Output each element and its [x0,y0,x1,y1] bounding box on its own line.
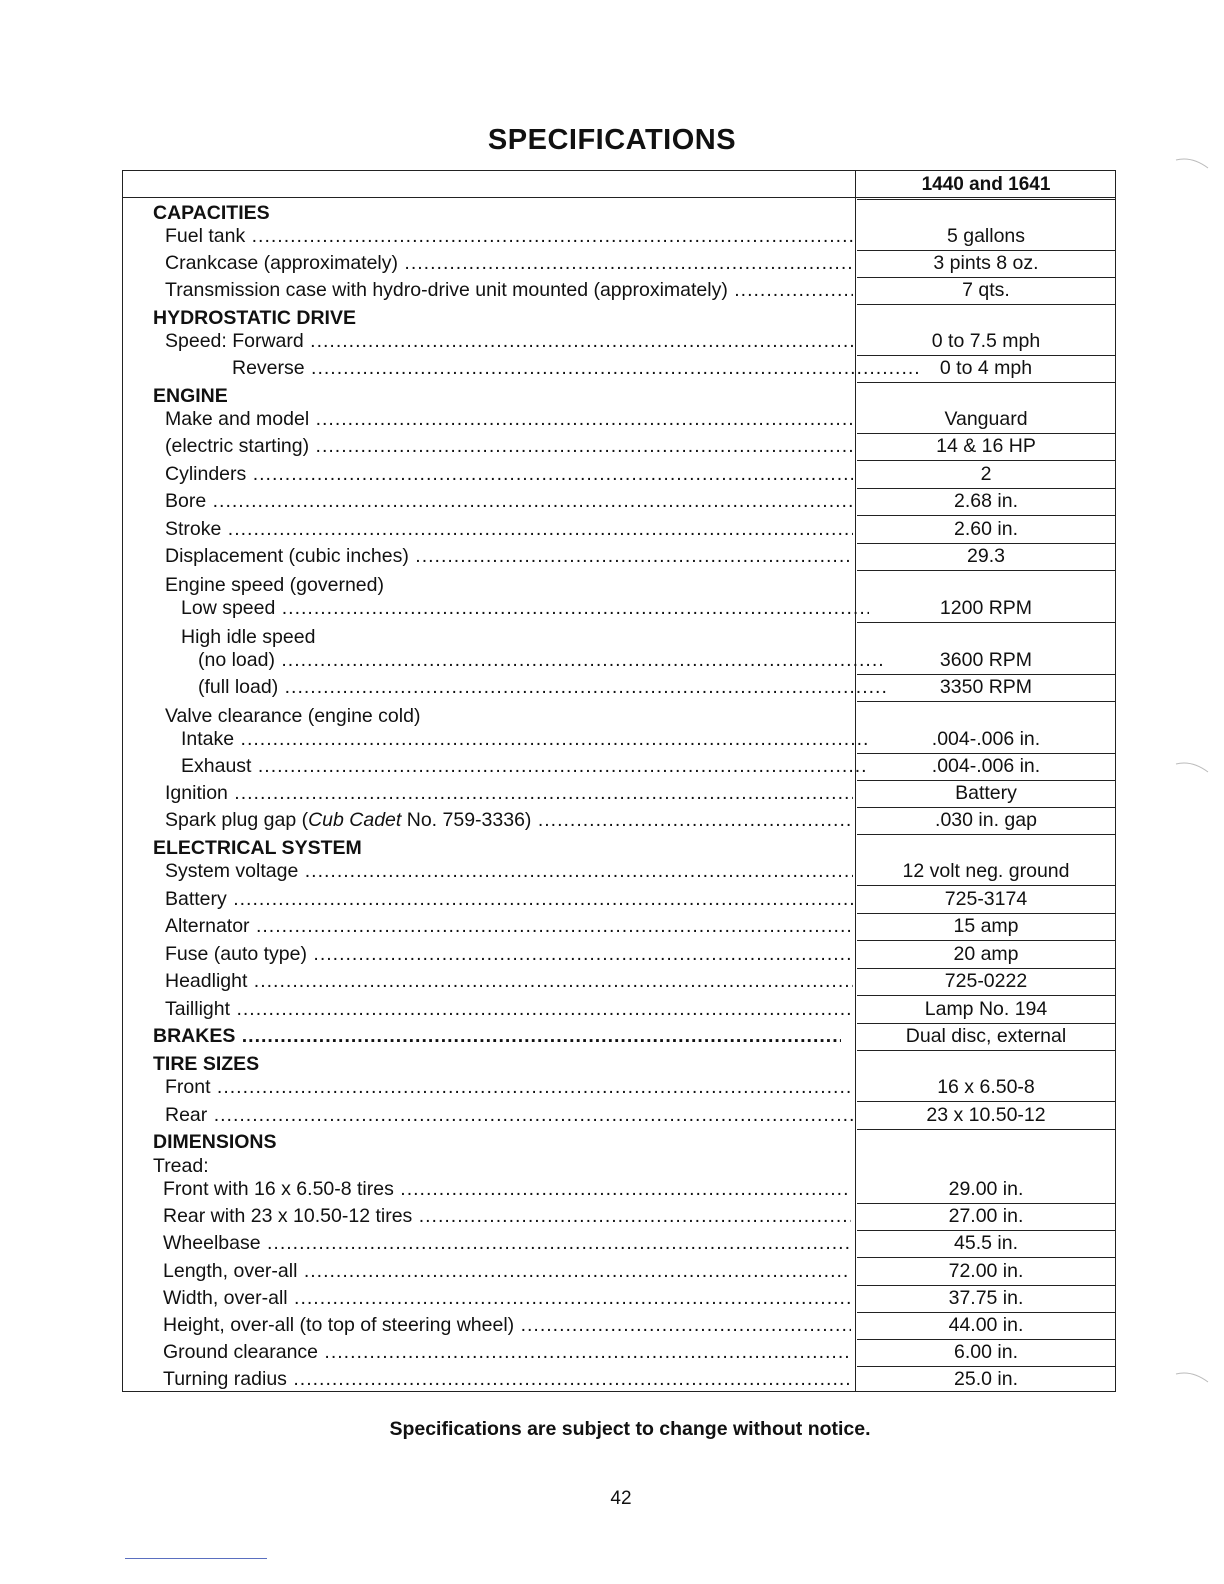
subhead-engine-speed: Engine speed (governed) [165,574,384,596]
spec-value: 12 volt neg. ground [857,858,1115,886]
header-divider [123,197,1115,198]
spec-row-rear-tire [123,1102,1115,1129]
spec-label: Low speed ..... [123,595,869,622]
spec-label: Turning radius ..... [123,1366,851,1393]
spec-row-headlight [123,968,1115,995]
spec-label: Taillight ..... [123,996,853,1023]
spec-value: 16 x 6.50-8 [857,1074,1115,1102]
spec-label: Length, over-all ..... [123,1258,851,1285]
spec-row-electric-starting [123,433,1115,460]
spec-label: Height, over-all (to top of steering wheel) ..... [123,1312,851,1339]
section-capacities: CAPACITIES [153,202,270,224]
spec-value: 5 gallons [857,223,1115,251]
spec-value: 72.00 in. [857,1258,1115,1286]
spec-row-speed-reverse [123,355,1115,382]
spec-label: Fuel tank ..... [123,223,853,250]
spec-value: 3350 RPM [857,674,1115,702]
spec-row-full-load [123,674,1115,701]
brand-name: Cub Cadet [308,809,402,831]
scan-artifact-mark [1174,156,1210,170]
spec-label: Battery ..... [123,886,853,913]
footer-note: Specifications are subject to change without notice. [389,1418,871,1440]
spec-label: Rear with 23 x 10.50-12 tires ..... [123,1203,851,1230]
spec-value: 6.00 in. [857,1339,1115,1367]
spec-row-taillight [123,996,1115,1023]
spec-label: Transmission case with hydro-drive unit mounted (approximately) ..... [123,277,853,304]
spark-plug-label-start: Spark plug gap ( [165,809,309,831]
spec-row-no-load [123,647,1115,674]
spark-plug-label-end: No. 759-3336) [401,809,532,831]
spec-value: 1200 RPM [857,595,1115,623]
spec-value: 23 x 10.50-12 [857,1102,1115,1130]
spec-label: Reverse ..... [123,355,920,382]
spec-row-system-voltage [123,858,1115,885]
spec-row-speed-forward [123,328,1115,355]
spec-value: .004-.006 in. [857,753,1115,781]
spec-label: Headlight ..... [123,968,853,995]
spec-label: Ignition ..... [123,780,853,807]
spec-label: (no load) ..... [123,647,886,674]
spec-value: 15 amp [857,913,1115,941]
spec-value: .030 in. gap [857,807,1115,835]
spec-label: Stroke ..... [123,516,853,543]
spec-row-bore [123,488,1115,515]
spec-label: Width, over-all ..... [123,1285,851,1312]
spec-label: (full load) ..... [123,674,886,701]
spec-value: 2.68 in. [857,488,1115,516]
spec-label: Bore ..... [123,488,853,515]
spec-row-fuel-tank [123,223,1115,250]
spec-row-exhaust [123,753,1115,780]
spec-row-ignition [123,780,1115,807]
spec-row-low-speed [123,595,1115,622]
spec-row-cylinders [123,461,1115,488]
spec-row-displacement [123,543,1115,570]
spec-label: Intake ..... [123,726,869,753]
spec-value: 2 [857,461,1115,489]
section-tire-sizes: TIRE SIZES [153,1053,260,1075]
spec-row-battery [123,886,1115,913]
scan-artifact-mark [1174,760,1210,774]
spec-row-alternator [123,913,1115,940]
spec-label: System voltage ..... [123,858,853,885]
spec-row-intake [123,726,1115,753]
spec-value: 0 to 4 mph [857,355,1115,383]
spec-value: 25.0 in. [954,1368,1018,1390]
spec-value: 2.60 in. [857,516,1115,544]
spec-value: Battery [857,780,1115,808]
spec-label: Cylinders ..... [123,461,853,488]
subhead-tread: Tread: [153,1155,209,1177]
spec-row-brakes [123,1023,1115,1050]
spec-value: 0 to 7.5 mph [857,328,1115,356]
spec-label: Wheelbase ..... [123,1230,851,1257]
spec-row-fuse [123,941,1115,968]
spec-row-crankcase [123,250,1115,277]
spec-value: 27.00 in. [857,1203,1115,1231]
spec-label: (electric starting) ..... [123,433,853,460]
column-header-models: 1440 and 1641 [921,174,1051,195]
spec-value: 45.5 in. [857,1230,1115,1258]
spec-label: Crankcase (approximately) ..... [123,250,853,277]
spec-value: 29.3 [857,543,1115,571]
spec-row-transmission [123,277,1115,304]
section-dimensions: DIMENSIONS [153,1131,277,1153]
scan-artifact-line [125,1558,267,1559]
spec-row-ground-clearance [123,1339,1115,1366]
spec-row-make-model [123,406,1115,433]
spec-value: 37.75 in. [857,1285,1115,1313]
spec-label: Rear ..... [123,1102,853,1129]
spec-row-front-tire [123,1074,1115,1101]
spec-value: Lamp No. 194 [857,996,1115,1024]
spec-row-turning-radius [123,1366,1115,1393]
spec-label: Fuse (auto type) ..... [123,941,853,968]
spec-value: 29.00 in. [857,1176,1115,1204]
spec-label: Alternator ..... [123,913,853,940]
spec-value: 44.00 in. [857,1312,1115,1340]
spec-label [123,807,853,834]
section-engine: ENGINE [153,385,228,407]
spec-row-spark-plug-gap [123,807,1115,834]
section-brakes: BRAKES ..... [123,1023,841,1050]
spec-row-tread-front [123,1176,1115,1203]
scan-artifact-mark [1174,1370,1210,1384]
spec-row-stroke [123,516,1115,543]
spec-row-width [123,1285,1115,1312]
page-title: SPECIFICATIONS [487,124,737,156]
spec-value: Dual disc, external [857,1023,1115,1051]
spec-row-length [123,1258,1115,1285]
spec-label: Front ..... [123,1074,853,1101]
spec-row-height [123,1312,1115,1339]
section-hydrostatic-drive: HYDROSTATIC DRIVE [153,307,356,329]
spec-value: 7 qts. [857,277,1115,305]
spec-row-wheelbase [123,1230,1115,1257]
spec-label: Exhaust ..... [123,753,869,780]
subhead-high-idle-speed: High idle speed [181,626,316,648]
spec-value: 20 amp [857,941,1115,969]
spec-value: 3600 RPM [857,647,1115,675]
specifications-table [122,170,1116,1392]
spec-label: Displacement (cubic inches) ..... [123,543,853,570]
section-electrical-system: ELECTRICAL SYSTEM [153,837,362,859]
spec-value: .004-.006 in. [857,726,1115,754]
spec-label: Make and model ..... [123,406,853,433]
spec-row-tread-rear [123,1203,1115,1230]
page-number: 42 [610,1488,632,1509]
subhead-valve-clearance: Valve clearance (engine cold) [165,705,421,727]
spec-value: Vanguard [857,406,1115,434]
spec-value: 14 & 16 HP [857,433,1115,461]
spec-value: 725-3174 [857,886,1115,914]
spec-value: 725-0222 [857,968,1115,996]
spec-value: 3 pints 8 oz. [857,250,1115,278]
spec-label: Speed: Forward ..... [123,328,853,355]
spec-label: Ground clearance ..... [123,1339,851,1366]
spec-label: Front with 16 x 6.50-8 tires ..... [123,1176,851,1203]
